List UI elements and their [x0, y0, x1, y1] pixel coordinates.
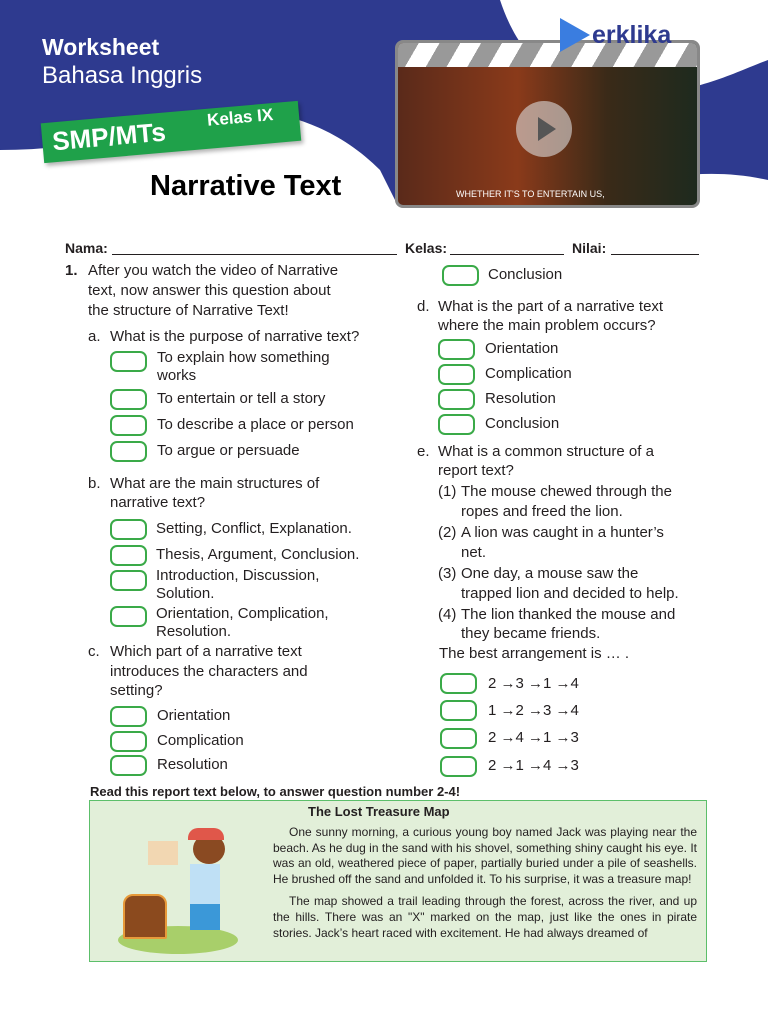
q-e-text: report text?: [438, 462, 514, 479]
class-field[interactable]: [450, 254, 564, 255]
item-text: A lion was caught in a hunter’s: [461, 524, 664, 541]
option-label: Solution.: [156, 585, 215, 602]
q-c-text: setting?: [110, 682, 163, 699]
option-label: Orientation, Complication,: [156, 605, 329, 622]
score-label: Nilai:: [572, 240, 607, 256]
q-b-letter: b.: [88, 475, 101, 492]
q-d-text: What is the part of a narrative text: [438, 298, 664, 315]
item-text: The mouse chewed through the: [461, 483, 672, 500]
q-c-letter: c.: [88, 643, 100, 660]
checkbox[interactable]: [440, 728, 477, 749]
header-banner: [0, 0, 768, 210]
checkbox[interactable]: [110, 389, 147, 410]
brand-name: erklika: [592, 20, 672, 49]
q-b-text: What are the main structures of: [110, 475, 320, 492]
item-text: One day, a mouse saw the: [461, 565, 639, 582]
logo-icon: [560, 18, 590, 52]
checkbox[interactable]: [110, 706, 147, 727]
q1-text: text, now answer this question about: [88, 282, 331, 299]
option-label: To explain how something: [157, 349, 330, 366]
reading-text: [273, 825, 697, 948]
reading-title: The Lost Treasure Map: [308, 804, 450, 819]
q-a-letter: a.: [88, 328, 101, 345]
checkbox[interactable]: [438, 339, 475, 360]
checkbox[interactable]: [110, 731, 147, 752]
checkbox[interactable]: [440, 756, 477, 777]
item-number: (3): [438, 565, 457, 582]
checkbox[interactable]: [110, 755, 147, 776]
score-field[interactable]: [611, 254, 699, 255]
item-number: (1): [438, 483, 457, 500]
option-label: Orientation: [485, 340, 559, 357]
option-label: Resolution: [485, 390, 556, 407]
reading-instruction: Read this report text below, to answer question number 2-4!: [90, 784, 461, 799]
option-label: Thesis, Argument, Conclusion.: [156, 546, 360, 563]
reading-paragraph: One sunny morning, a curious young boy named Jack was playing near the beach. As he dug in the sand with his shovel, something shiny caught his eye. It was an old, weathered piece of paper, partially buried under a pile of seashells. He brushed off the sand and unfolded it. To his surprise, it was a treasure map!: [273, 825, 697, 886]
topic-title: Narrative Text: [150, 170, 342, 202]
checkbox[interactable]: [438, 364, 475, 385]
option-label: Introduction, Discussion,: [156, 567, 320, 584]
q-e-letter: e.: [417, 443, 430, 460]
option-label: Orientation: [157, 707, 231, 724]
option-label: Setting, Conflict, Explanation.: [156, 520, 352, 537]
q-c-text: Which part of a narrative text: [110, 643, 302, 660]
item-text: ropes and freed the lion.: [461, 503, 623, 520]
checkbox[interactable]: [440, 673, 477, 694]
name-label: Nama:: [65, 240, 108, 256]
q1-text: the structure of Narrative Text!: [88, 302, 289, 319]
play-icon[interactable]: [516, 101, 572, 157]
worksheet-label: Worksheet: [42, 34, 160, 60]
boy-with-treasure-illustration: [118, 826, 248, 956]
checkbox[interactable]: [110, 415, 147, 436]
checkbox[interactable]: [110, 570, 147, 591]
option-label: Conclusion: [485, 415, 560, 432]
reading-paragraph: The map showed a trail leading through the forest, across the river, and up the hills. There was an "X" marked on the map, just like the ones in pirate stories. Jack’s heart raced with excitement. He had always dreamed of: [273, 894, 697, 940]
checkbox[interactable]: [442, 265, 479, 286]
q-c-text: introduces the characters and: [110, 663, 308, 680]
arrangement-prompt: The best arrangement is … .: [439, 645, 630, 662]
item-text: trapped lion and decided to help.: [461, 585, 679, 602]
q1-text: After you watch the video of Narrative: [88, 262, 339, 279]
option-label: Resolution: [157, 756, 228, 773]
option-label: Complication: [157, 732, 244, 749]
grade-label: Kelas IX: [206, 105, 274, 130]
level-label: SMP/MTs: [51, 116, 167, 157]
q-e-text: What is a common structure of a: [438, 443, 654, 460]
option-label: Resolution.: [156, 623, 232, 640]
item-number: (2): [438, 524, 457, 541]
option-label: To entertain or tell a story: [157, 390, 326, 407]
option-label: works: [157, 367, 197, 384]
checkbox[interactable]: [438, 389, 475, 410]
option-label: Complication: [485, 365, 572, 382]
item-text: net.: [461, 544, 487, 561]
q-a-text: What is the purpose of narrative text?: [110, 328, 360, 345]
video-caption: WHETHER IT'S TO ENTERTAIN US,: [456, 189, 605, 199]
video-thumbnail[interactable]: [395, 40, 700, 208]
option-label: 2 →3 →1 →4: [488, 675, 579, 692]
option-label: Conclusion: [488, 266, 563, 283]
option-label: 2 →4 →1 →3: [488, 729, 579, 746]
item-number: (4): [438, 606, 457, 623]
checkbox[interactable]: [110, 519, 147, 540]
checkbox[interactable]: [438, 414, 475, 435]
option-label: To describe a place or person: [157, 416, 354, 433]
class-label: Kelas:: [405, 240, 448, 256]
q-d-letter: d.: [417, 298, 430, 315]
question-number: 1.: [65, 262, 78, 279]
treasure-chest: [123, 894, 167, 939]
brand-logo: [560, 18, 671, 52]
reading-box: [89, 800, 707, 962]
q-d-text: where the main problem occurs?: [438, 317, 656, 334]
checkbox[interactable]: [110, 545, 147, 566]
subject-label: Bahasa Inggris: [42, 62, 203, 89]
option-label: 1 →2 →3 →4: [488, 702, 579, 719]
item-text: The lion thanked the mouse and: [461, 606, 676, 623]
option-label: To argue or persuade: [157, 442, 300, 459]
option-label: 2 →1 →4 →3: [488, 757, 579, 774]
name-field[interactable]: [112, 254, 397, 255]
checkbox[interactable]: [440, 700, 477, 721]
item-text: they became friends.: [461, 625, 601, 642]
checkbox[interactable]: [110, 606, 147, 627]
checkbox[interactable]: [110, 441, 147, 462]
checkbox[interactable]: [110, 351, 147, 372]
q-b-text: narrative text?: [110, 494, 206, 511]
